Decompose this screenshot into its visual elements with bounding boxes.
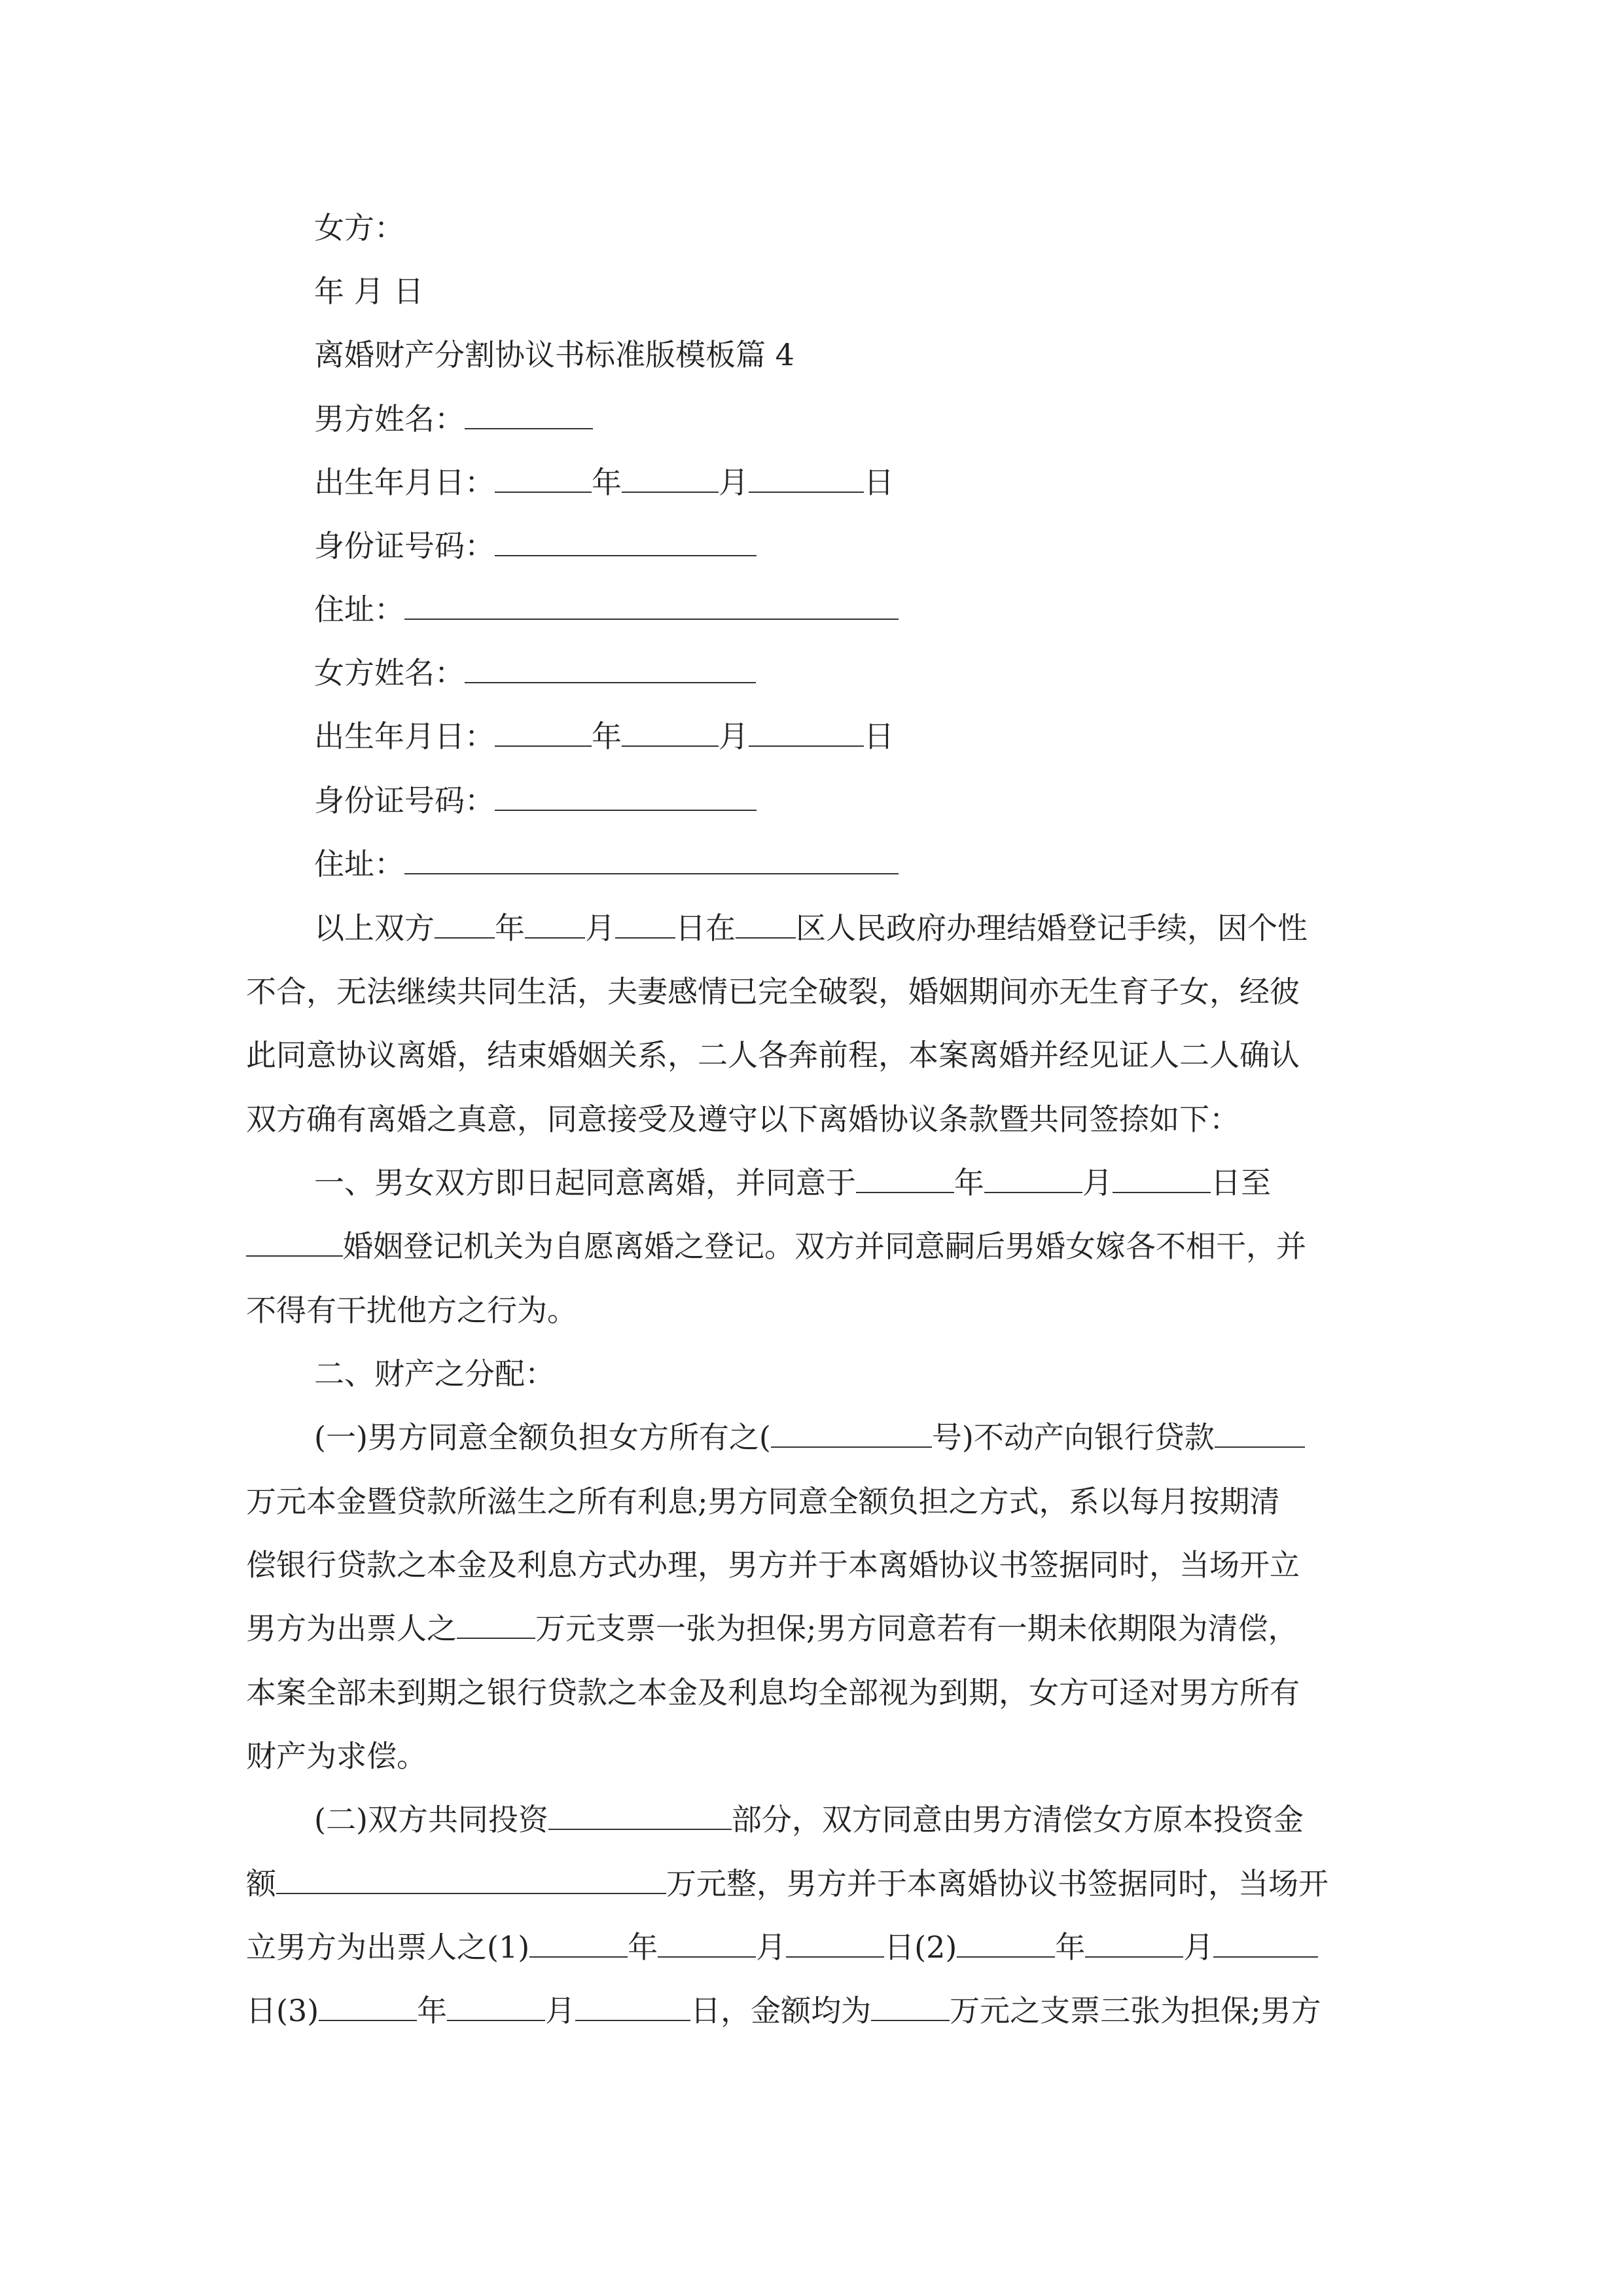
blank-line [575, 1991, 690, 2021]
field-male-birthdate: 出生年月日： 年 月 日 [314, 463, 894, 502]
blank-line [319, 1991, 417, 2021]
blank-line [749, 463, 864, 493]
clause-two-two-line: (二)双方共同投资 部分，双方同意由男方清偿女方原本投资金 [314, 1800, 1304, 1839]
blank-line [615, 908, 675, 939]
text-line: 女方： [314, 210, 404, 245]
blank-line [465, 399, 593, 429]
field-male-name: 男方姓名： [314, 399, 593, 439]
blank-line [622, 717, 719, 747]
blank-line [736, 908, 796, 939]
blank-line [447, 1991, 545, 2021]
blank-line [246, 1227, 343, 1257]
blank-line [749, 717, 864, 747]
blank-line [495, 526, 757, 556]
blank-line [276, 1864, 666, 1894]
blank-line [771, 1418, 932, 1448]
blank-line [457, 1609, 535, 1639]
paragraph-line: 双方确有离婚之真意，同意接受及遵守以下离婚协议条款暨共同签捺如下： [246, 1102, 1240, 1137]
blank-line [658, 1928, 756, 1958]
blank-line [529, 1928, 628, 1958]
blank-line [495, 717, 592, 747]
date-line: 年 月 日 [314, 274, 424, 309]
field-female-birthdate: 出生年月日： 年 月 日 [314, 717, 894, 756]
field-female-name: 女方姓名： [314, 653, 756, 692]
blank-line [622, 463, 719, 493]
paragraph-line: 财产为求偿。 [246, 1738, 427, 1774]
paragraph-line: 额 万元整，男方并于本离婚协议书签据同时，当场开 [246, 1864, 1329, 1903]
field-female-address: 住址： [314, 844, 899, 884]
blank-line [856, 1163, 954, 1193]
blank-line [435, 908, 495, 939]
clause-one-line: 一、男女双方即日起同意离婚，并同意于 年 月 日至 [314, 1163, 1271, 1202]
blank-line [495, 463, 592, 493]
paragraph-line: 婚姻登记机关为自愿离婚之登记。双方并同意嗣后男婚女嫁各不相干，并 [246, 1227, 1306, 1266]
paragraph-line: 此同意协议离婚，结束婚姻关系，二人各奔前程，本案离婚并经见证人二人确认 [246, 1037, 1300, 1073]
paragraph-line: 男方为出票人之 万元支票一张为担保;男方同意若有一期未依期限为清偿， [246, 1609, 1298, 1648]
clause-heading: 二、财产之分配： [314, 1356, 555, 1391]
blank-line [465, 653, 756, 683]
field-male-address: 住址： [314, 590, 899, 629]
blank-line [548, 1800, 732, 1830]
paragraph-line: 万元本金暨贷款所滋生之所有利息;男方同意全额负担之方式，系以每月按期清 [246, 1484, 1280, 1519]
paragraph-line: 不合，无法继续共同生活，夫妻感情已完全破裂，婚姻期间亦无生育子女，经彼 [246, 974, 1300, 1009]
blank-line [1113, 1163, 1211, 1193]
paragraph-line: 本案全部未到期之银行贷款之本金及利息均全部视为到期，女方可迳对男方所有 [246, 1675, 1300, 1710]
section-heading: 离婚财产分割协议书标准版模板篇 4 [314, 337, 794, 372]
blank-line [1085, 1928, 1183, 1958]
blank-line [786, 1928, 884, 1958]
field-male-id: 身份证号码： [314, 526, 757, 565]
blank-line [1215, 1418, 1305, 1448]
paragraph-line: 立男方为出票人之(1) 年 月 日(2) 年 月 [246, 1928, 1318, 1967]
paragraph-line: 以上双方 年 月 日在 区人民政府办理结婚登记手续，因个性 [314, 908, 1308, 948]
paragraph-line: 不得有干扰他方之行为。 [246, 1293, 577, 1328]
blank-line [404, 590, 899, 620]
blank-line [525, 908, 585, 939]
blank-line [957, 1928, 1055, 1958]
paragraph-line: 日(3) 年 月 日，金额均为 万元之支票三张为担保;男方 [246, 1991, 1321, 2030]
paragraph-line: 偿银行贷款之本金及利息方式办理，男方并于本离婚协议书签据同时，当场开立 [246, 1547, 1300, 1583]
blank-line [1213, 1928, 1318, 1958]
field-female-id: 身份证号码： [314, 781, 757, 820]
clause-two-one-line: (一)男方同意全额负担女方所有之( 号)不动产向银行贷款 [314, 1418, 1305, 1457]
blank-line [495, 781, 757, 811]
blank-line [404, 844, 899, 874]
blank-line [984, 1163, 1082, 1193]
blank-line [871, 1991, 950, 2021]
